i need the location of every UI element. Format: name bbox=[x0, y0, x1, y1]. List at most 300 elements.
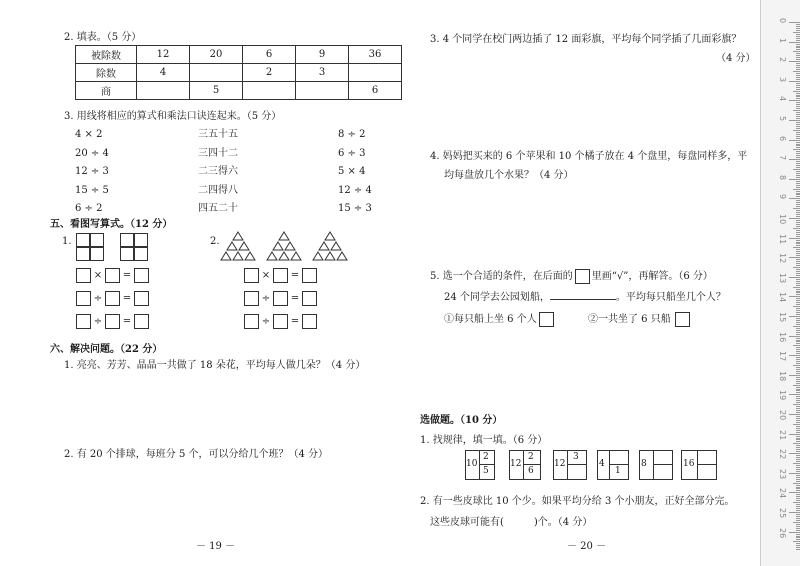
ruler-label: 6 bbox=[778, 135, 787, 141]
ruler-tick bbox=[789, 394, 800, 395]
ruler-tick bbox=[796, 234, 800, 235]
operator: ÷ bbox=[93, 316, 103, 327]
ruler-tick bbox=[796, 447, 800, 448]
ruler-tick bbox=[796, 530, 800, 531]
ruler-tick bbox=[789, 296, 800, 297]
ruler-tick bbox=[793, 130, 800, 131]
ruler-tick bbox=[796, 353, 800, 354]
answer-box[interactable] bbox=[244, 314, 259, 329]
ruler-tick bbox=[796, 47, 800, 48]
ruler-tick bbox=[796, 53, 800, 54]
ruler-label: 5 bbox=[778, 116, 787, 122]
r-question-5-line1 bbox=[430, 267, 713, 284]
ruler-tick bbox=[796, 545, 800, 546]
q5-line2-a: 24 个同学去公园划船， bbox=[444, 292, 550, 303]
ruler-tick bbox=[789, 375, 800, 376]
match-item[interactable]: 三五十五 bbox=[198, 129, 238, 140]
ruler-tick bbox=[796, 457, 800, 458]
ruler-tick bbox=[796, 432, 800, 433]
ruler-tick bbox=[793, 287, 800, 288]
ruler-tick bbox=[796, 30, 800, 31]
ruler-tick bbox=[796, 44, 800, 45]
answer-box[interactable] bbox=[244, 268, 259, 283]
check-box[interactable] bbox=[675, 312, 690, 327]
ruler-tick bbox=[793, 365, 800, 366]
xz-title: 选做题。（10 分） bbox=[420, 415, 503, 426]
table-cell: 商 bbox=[76, 82, 137, 100]
ruler-tick bbox=[796, 251, 800, 252]
ruler-tick bbox=[796, 436, 800, 437]
ruler-tick bbox=[796, 214, 800, 215]
ruler-tick bbox=[796, 498, 800, 499]
ruler-label: 0 bbox=[778, 18, 787, 24]
ruler-tick bbox=[796, 441, 800, 442]
ruler-tick bbox=[796, 224, 800, 225]
ruler-label: 16 bbox=[778, 331, 787, 342]
ruler-tick bbox=[796, 294, 800, 295]
answer-box[interactable] bbox=[76, 291, 91, 306]
ruler-tick bbox=[796, 98, 800, 99]
pattern-left: 8 bbox=[641, 459, 647, 469]
equals-sign: = bbox=[122, 293, 132, 304]
ruler-tick bbox=[796, 291, 800, 292]
ruler-tick bbox=[796, 488, 800, 489]
ruler-tick bbox=[793, 51, 800, 52]
ruler-tick bbox=[796, 122, 800, 123]
ruler-tick bbox=[796, 132, 800, 133]
ruler-tick bbox=[793, 443, 800, 444]
check-box[interactable] bbox=[575, 269, 590, 284]
ruler-tick bbox=[796, 40, 800, 41]
ruler-tick bbox=[793, 306, 800, 307]
ruler-tick bbox=[793, 32, 800, 33]
ruler-tick bbox=[796, 249, 800, 250]
ruler-tick bbox=[793, 110, 800, 111]
section6-title: 六、解决问题。（22 分） bbox=[50, 344, 163, 355]
ruler-tick bbox=[796, 173, 800, 174]
match-item[interactable]: 二四得八 bbox=[198, 184, 238, 196]
ruler-label: 9 bbox=[778, 194, 787, 200]
ruler-tick bbox=[796, 496, 800, 497]
ruler-tick bbox=[796, 281, 800, 282]
ruler-tick bbox=[796, 322, 800, 323]
operator: ÷ bbox=[261, 316, 271, 327]
ruler-tick bbox=[796, 536, 800, 537]
ruler-tick bbox=[796, 412, 800, 413]
blank-line[interactable] bbox=[550, 299, 616, 300]
ruler-tick bbox=[796, 461, 800, 462]
ruler-tick bbox=[796, 259, 800, 260]
ruler-tick bbox=[796, 183, 800, 184]
match-item[interactable]: 6 ÷ 3 bbox=[338, 147, 366, 159]
ruler-tick bbox=[796, 359, 800, 360]
ruler-tick bbox=[796, 181, 800, 182]
ruler-tick bbox=[796, 193, 800, 194]
match-col-right bbox=[338, 126, 372, 219]
ruler-tick bbox=[796, 500, 800, 501]
ruler-tick bbox=[796, 459, 800, 460]
ruler-tick bbox=[796, 422, 800, 423]
ruler-tick bbox=[796, 275, 800, 276]
equals-sign: = bbox=[290, 270, 300, 281]
ruler-tick bbox=[796, 379, 800, 380]
ruler-label: 12 bbox=[778, 253, 787, 264]
match-item[interactable]: 5 × 4 bbox=[338, 166, 366, 177]
table-row bbox=[76, 82, 402, 100]
equals-sign: = bbox=[122, 316, 132, 327]
ruler-tick bbox=[789, 179, 800, 180]
ruler-tick bbox=[796, 396, 800, 397]
ruler-tick bbox=[796, 108, 800, 109]
ruler-tick bbox=[796, 328, 800, 329]
ruler-tick bbox=[793, 522, 800, 523]
ruler-tick bbox=[796, 420, 800, 421]
ruler-tick bbox=[796, 114, 800, 115]
answer-box[interactable] bbox=[105, 314, 120, 329]
match-item[interactable]: 6 ÷ 2 bbox=[75, 203, 103, 214]
pattern-top: 2 bbox=[483, 452, 489, 462]
ruler-tick bbox=[796, 455, 800, 456]
ruler-tick bbox=[796, 304, 800, 305]
ruler-tick bbox=[789, 414, 800, 415]
ruler-tick bbox=[789, 218, 800, 219]
table-cell[interactable] bbox=[243, 82, 296, 100]
ruler-label: 25 bbox=[778, 508, 787, 519]
ruler-tick bbox=[796, 136, 800, 137]
section5-title: 五、看图写算式。（12 分） bbox=[50, 219, 173, 230]
table-cell: 36 bbox=[349, 46, 402, 64]
ruler-tick bbox=[796, 392, 800, 393]
ruler-tick bbox=[796, 161, 800, 162]
ruler-tick bbox=[796, 38, 800, 39]
ruler-tick bbox=[796, 151, 800, 152]
ruler-tick bbox=[796, 314, 800, 315]
answer-box[interactable] bbox=[273, 314, 288, 329]
ruler-tick bbox=[789, 22, 800, 23]
ruler-tick bbox=[796, 163, 800, 164]
ruler-label: 17 bbox=[778, 351, 787, 362]
ruler-tick bbox=[796, 439, 800, 440]
answer-box[interactable] bbox=[302, 291, 317, 306]
match-item[interactable]: 12 ÷ 4 bbox=[338, 184, 372, 196]
ruler-tick bbox=[796, 245, 800, 246]
ruler-tick bbox=[789, 159, 800, 160]
ruler-tick bbox=[796, 104, 800, 105]
match-item[interactable]: 20 ÷ 4 bbox=[75, 147, 109, 159]
match-item[interactable]: 四五二十 bbox=[198, 203, 238, 214]
ruler-tick bbox=[796, 283, 800, 284]
answer-box[interactable] bbox=[273, 291, 288, 306]
table-cell[interactable] bbox=[137, 82, 190, 100]
pattern-bottom: 5 bbox=[483, 466, 489, 476]
ruler-tick bbox=[793, 463, 800, 464]
ruler-tick bbox=[796, 400, 800, 401]
ruler-label: 1 bbox=[778, 37, 787, 43]
ruler-tick bbox=[796, 347, 800, 348]
table-cell: 2 bbox=[243, 64, 296, 82]
ruler-tick bbox=[796, 543, 800, 544]
ruler-tick bbox=[796, 369, 800, 370]
s5-item1-label: 1. bbox=[62, 236, 72, 247]
ruler-tick bbox=[796, 153, 800, 154]
ruler-tick bbox=[793, 541, 800, 542]
ruler-tick bbox=[796, 196, 800, 197]
ruler-tick bbox=[796, 128, 800, 129]
q3-title: 3. 用线将相应的算式和乘法口诀连起来。（5 分） bbox=[64, 111, 282, 122]
ruler-tick bbox=[796, 332, 800, 333]
ruler-tick bbox=[796, 549, 800, 550]
ruler-label: 10 bbox=[778, 214, 787, 225]
ruler-tick bbox=[796, 65, 800, 66]
ruler-tick bbox=[796, 373, 800, 374]
ruler-tick bbox=[796, 273, 800, 274]
ruler-tick bbox=[796, 46, 800, 47]
ruler-tick bbox=[796, 516, 800, 517]
ruler-label: 21 bbox=[778, 429, 787, 440]
ruler-tick bbox=[793, 404, 800, 405]
answer-box[interactable] bbox=[244, 291, 259, 306]
ruler-tick bbox=[796, 485, 800, 486]
ruler-tick bbox=[796, 410, 800, 411]
ruler-tick bbox=[789, 336, 800, 337]
ruler-tick bbox=[796, 28, 800, 29]
table-cell: 4 bbox=[137, 64, 190, 82]
ruler-tick bbox=[793, 502, 800, 503]
ruler-tick bbox=[789, 257, 800, 258]
ruler-tick bbox=[796, 402, 800, 403]
ruler-tick bbox=[796, 363, 800, 364]
table-row bbox=[76, 46, 402, 64]
ruler-tick bbox=[793, 71, 800, 72]
q5-text-b: 里画“√”，再解答。（6 分） bbox=[591, 271, 713, 282]
ruler-tick bbox=[796, 324, 800, 325]
table-cell[interactable] bbox=[296, 82, 349, 100]
match-item[interactable]: 二三得六 bbox=[198, 166, 238, 177]
ruler-tick bbox=[796, 134, 800, 135]
answer-box[interactable] bbox=[134, 291, 149, 306]
ruler-tick bbox=[796, 216, 800, 217]
table-cell: 5 bbox=[190, 82, 243, 100]
answer-box[interactable] bbox=[134, 268, 149, 283]
ruler-tick bbox=[796, 253, 800, 254]
equation-row bbox=[76, 268, 149, 283]
ruler-tick bbox=[796, 204, 800, 205]
ruler-tick bbox=[796, 528, 800, 529]
match-item[interactable]: 15 ÷ 3 bbox=[338, 203, 372, 214]
ruler-tick bbox=[789, 120, 800, 121]
ruler-label: 19 bbox=[778, 390, 787, 401]
answer-box[interactable] bbox=[302, 314, 317, 329]
match-item[interactable]: 三四十二 bbox=[198, 147, 238, 159]
ruler-tick bbox=[796, 24, 800, 25]
answer-box[interactable] bbox=[76, 314, 91, 329]
page-number-left: － 19 － bbox=[196, 541, 236, 552]
table-cell: 12 bbox=[137, 46, 190, 64]
ruler-tick bbox=[796, 106, 800, 107]
xz-question-2-line2: 这些皮球可能有( )个。（4 分） bbox=[430, 517, 593, 528]
ruler-tick bbox=[796, 145, 800, 146]
ruler-tick bbox=[796, 418, 800, 419]
ruler-label: 20 bbox=[778, 410, 787, 421]
ruler-tick bbox=[796, 408, 800, 409]
q5-option-1 bbox=[444, 310, 554, 327]
ruler-label: 11 bbox=[778, 233, 787, 244]
ruler-tick bbox=[796, 263, 800, 264]
ruler-tick bbox=[796, 212, 800, 213]
ruler-tick bbox=[796, 124, 800, 125]
ruler-tick bbox=[796, 157, 800, 158]
ruler-tick bbox=[796, 465, 800, 466]
ruler-tick bbox=[789, 277, 800, 278]
ruler-tick bbox=[796, 351, 800, 352]
ruler-tick bbox=[796, 194, 800, 195]
ruler-tick bbox=[796, 310, 800, 311]
ruler-tick bbox=[796, 518, 800, 519]
r-question-4-line2: 均每盘放几个水果？（4 分） bbox=[444, 170, 574, 181]
answer-box[interactable] bbox=[105, 291, 120, 306]
ruler-label: 24 bbox=[778, 488, 787, 499]
ruler-tick bbox=[796, 279, 800, 280]
r-question-5-line2 bbox=[444, 288, 726, 303]
ruler-tick bbox=[789, 198, 800, 199]
ruler-tick bbox=[789, 42, 800, 43]
operator: × bbox=[93, 270, 103, 281]
pattern-left: 10 bbox=[466, 459, 478, 469]
ruler-tick bbox=[796, 165, 800, 166]
ruler-tick bbox=[796, 398, 800, 399]
match-item[interactable]: 8 ÷ 2 bbox=[338, 129, 366, 140]
fill-table bbox=[75, 45, 402, 100]
ruler-tick bbox=[796, 79, 800, 80]
ruler-tick bbox=[796, 426, 800, 427]
ruler-tick bbox=[789, 81, 800, 82]
equals-sign: = bbox=[290, 316, 300, 327]
ruler-label: 2 bbox=[778, 57, 787, 63]
match-col-left bbox=[75, 126, 109, 219]
ruler-tick bbox=[796, 406, 800, 407]
answer-box[interactable] bbox=[302, 268, 317, 283]
ruler-tick bbox=[789, 512, 800, 513]
pattern-bottom: 1 bbox=[615, 466, 621, 476]
ruler-tick bbox=[796, 320, 800, 321]
pattern-left: 16 bbox=[683, 459, 695, 469]
ruler-tick bbox=[796, 187, 800, 188]
ruler-tick bbox=[796, 487, 800, 488]
ruler-tick bbox=[789, 492, 800, 493]
ruler-label: 23 bbox=[778, 468, 787, 479]
ruler-tick bbox=[789, 238, 800, 239]
answer-box[interactable] bbox=[105, 268, 120, 283]
ruler-tick bbox=[796, 389, 800, 390]
ruler-tick bbox=[796, 63, 800, 64]
ruler-tick bbox=[796, 451, 800, 452]
ruler-tick bbox=[796, 508, 800, 509]
s6-question-1: 1. 亮亮、芳芳、晶晶一共做了 18 朵花，平均每人做几朵？（4 分） bbox=[64, 360, 366, 371]
ruler-tick bbox=[796, 298, 800, 299]
match-item[interactable]: 15 ÷ 5 bbox=[75, 184, 109, 196]
ruler-tick bbox=[793, 385, 800, 386]
ruler-tick bbox=[796, 438, 800, 439]
table-cell: 6 bbox=[349, 82, 402, 100]
r-question-3-score: （4 分） bbox=[716, 53, 756, 64]
ruler-tick bbox=[796, 26, 800, 27]
ruler-tick bbox=[796, 69, 800, 70]
ruler-tick bbox=[793, 208, 800, 209]
ruler-tick bbox=[796, 77, 800, 78]
answer-box[interactable] bbox=[134, 314, 149, 329]
ruler bbox=[760, 0, 800, 566]
q5-text-a: 5. 选一个合适的条件，在后面的 bbox=[430, 271, 573, 282]
answer-box[interactable] bbox=[273, 268, 288, 283]
ruler-tick bbox=[796, 520, 800, 521]
ruler-tick bbox=[789, 532, 800, 533]
ruler-tick bbox=[796, 232, 800, 233]
ruler-tick bbox=[796, 534, 800, 535]
equation-row bbox=[244, 291, 317, 306]
ruler-tick bbox=[789, 453, 800, 454]
table-cell: 除数 bbox=[76, 64, 137, 82]
ruler-tick bbox=[796, 75, 800, 76]
s5-item2-label: 2. bbox=[210, 236, 220, 247]
ruler-tick bbox=[796, 361, 800, 362]
ruler-tick bbox=[796, 93, 800, 94]
ruler-tick bbox=[796, 490, 800, 491]
ruler-tick bbox=[796, 220, 800, 221]
ruler-tick bbox=[796, 116, 800, 117]
ruler-tick bbox=[796, 330, 800, 331]
table-cell[interactable] bbox=[190, 64, 243, 82]
ruler-tick bbox=[796, 475, 800, 476]
ruler-label: 22 bbox=[778, 449, 787, 460]
match-item[interactable]: 4 × 2 bbox=[75, 129, 103, 140]
ruler-tick bbox=[796, 506, 800, 507]
ruler-tick bbox=[796, 34, 800, 35]
ruler-tick bbox=[796, 340, 800, 341]
ruler-tick bbox=[789, 140, 800, 141]
pattern-top: 3 bbox=[573, 452, 579, 462]
table-cell: 3 bbox=[296, 64, 349, 82]
pattern-top: 2 bbox=[528, 452, 534, 462]
ruler-tick bbox=[789, 434, 800, 435]
equation-row bbox=[76, 291, 149, 306]
xz-question-2-line1: 2. 有一些皮球比 10 个少。如果平均分给 3 个小朋友，正好全部分完。 bbox=[420, 496, 735, 507]
ruler-tick bbox=[793, 424, 800, 425]
answer-box[interactable] bbox=[76, 268, 91, 283]
ruler-tick bbox=[796, 292, 800, 293]
ruler-tick bbox=[796, 36, 800, 37]
ruler-tick bbox=[796, 416, 800, 417]
s6-question-2: 2. 有 20 个排球，每班分 5 个，可以分给几个班？（4 分） bbox=[64, 449, 329, 460]
pattern-left: 12 bbox=[554, 459, 566, 469]
check-box[interactable] bbox=[539, 312, 554, 327]
ruler-tick bbox=[796, 514, 800, 515]
ruler-tick bbox=[796, 142, 800, 143]
ruler-tick bbox=[796, 49, 800, 50]
ruler-tick bbox=[796, 539, 800, 540]
table-cell[interactable] bbox=[349, 64, 402, 82]
ruler-label: 14 bbox=[778, 292, 787, 303]
ruler-tick bbox=[796, 377, 800, 378]
table-row bbox=[76, 64, 402, 82]
ruler-label: 13 bbox=[778, 272, 787, 283]
xz-question-1: 1. 找规律，填一填。（6 分） bbox=[420, 435, 548, 446]
equals-sign: = bbox=[122, 270, 132, 281]
equation-row bbox=[244, 314, 317, 329]
ruler-tick bbox=[796, 226, 800, 227]
ruler-tick bbox=[796, 222, 800, 223]
ruler-tick bbox=[796, 308, 800, 309]
match-item[interactable]: 12 ÷ 3 bbox=[75, 166, 109, 177]
